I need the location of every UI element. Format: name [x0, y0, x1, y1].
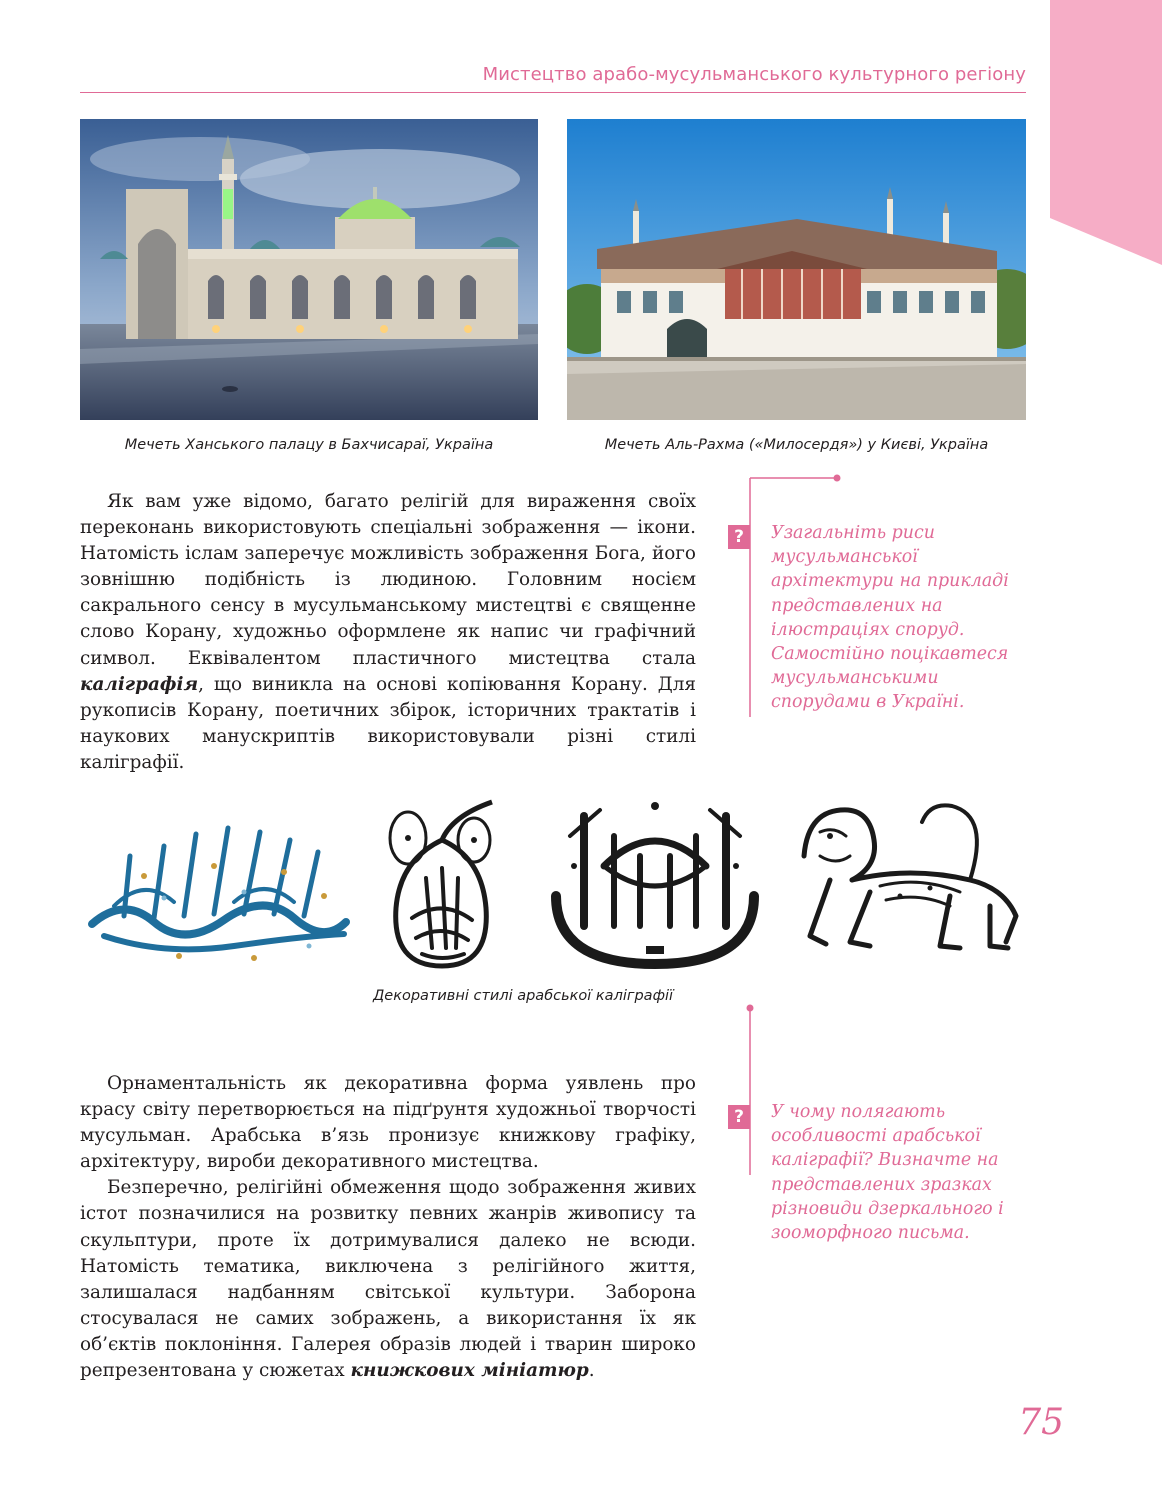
corner-tab [1050, 0, 1162, 265]
body-paragraphs-2-3 [80, 1071, 696, 1384]
photo-right-caption: Мечеть Аль-Рахма («Милосердя») у Києві, Україна [604, 437, 989, 453]
running-title: Мистецтво арабо-мусульманського культурного регіону [482, 64, 1026, 85]
photo-mosque-dusk [80, 119, 538, 420]
calligraphy-mirror [544, 796, 766, 974]
term-book-miniatures: книжкових мініатюр [350, 1360, 589, 1382]
question-2-marker-line [740, 1000, 760, 1180]
calligraphy-basmala-blue [84, 806, 354, 976]
body-paragraph-1: Як вам уже відомо, багато релігій для вираження своїх переконань використовують спеціальні зображення — ікони. Натомість іслам заперечує можливість зображення Бога, його зовнішню подібність із людиною. Головним носієм сакрального сенсу в мусульманському мистецтві є священне слово Корану, художньо оформлене як напис чи графічний символ. Еквівалентом пластичного мистецтва стала каліграфія, що виникла на основі копіювання Корану. Для рукописів Корану, поетичних збірок, історичних трактатів і наукових манускриптів використовували різні стилі каліграфії. [80, 491, 696, 773]
question-1-badge: ? [728, 525, 750, 549]
body-paragraph-3: Безперечно, релігійні обмеження щодо зображення живих істот позначилися на розвитку певних жанрів живопису та скульптури, проте їх дотримувалися далеко не всюди. Натомість тематика, виключена з релігійного життя, залишалася надбанням світської культури. Заборона стосувалася не самих зображень, а використання їх як об’єктів поклоніння. Галерея образів людей і тварин широко репрезентована у сюжетах книжкових мініатюр. [80, 1177, 696, 1382]
header-rule [80, 92, 1026, 93]
photo-palace [567, 119, 1026, 420]
calligraphy-caption: Декоративні стилі арабської каліграфії [372, 988, 674, 1004]
photo-left-caption: Мечеть Ханського палацу в Бахчисараї, Україна [124, 437, 494, 453]
body-paragraph-2: Орнаментальність як декоративна форма уявлень про красу світу перетворюється на підґрунтя художньої творчості мусульман. Арабська в’язь пронизує книжкову графіку, архітектуру, вироби декоративного мистецтва. [80, 1073, 696, 1173]
term-calligraphy: каліграфія [80, 673, 199, 695]
question-2-text: У чому полягають особливості арабської каліграфії? Визначте на представлених зразках різновиди дзеркального і зооморфного письма. [771, 1102, 1004, 1244]
page-number: 75 [1018, 1402, 1064, 1443]
question-2-badge: ? [728, 1105, 750, 1129]
calligraphy-pear [382, 798, 500, 970]
calligraphy-zoomorphic-lion [790, 796, 1030, 968]
question-1-text: Узагальніть риси мусульманської архітектури на прикладі представлених на ілюстраціях споруд. Самостійно поцікавтеся мусульманськими спорудами в Україні. [771, 523, 1009, 713]
